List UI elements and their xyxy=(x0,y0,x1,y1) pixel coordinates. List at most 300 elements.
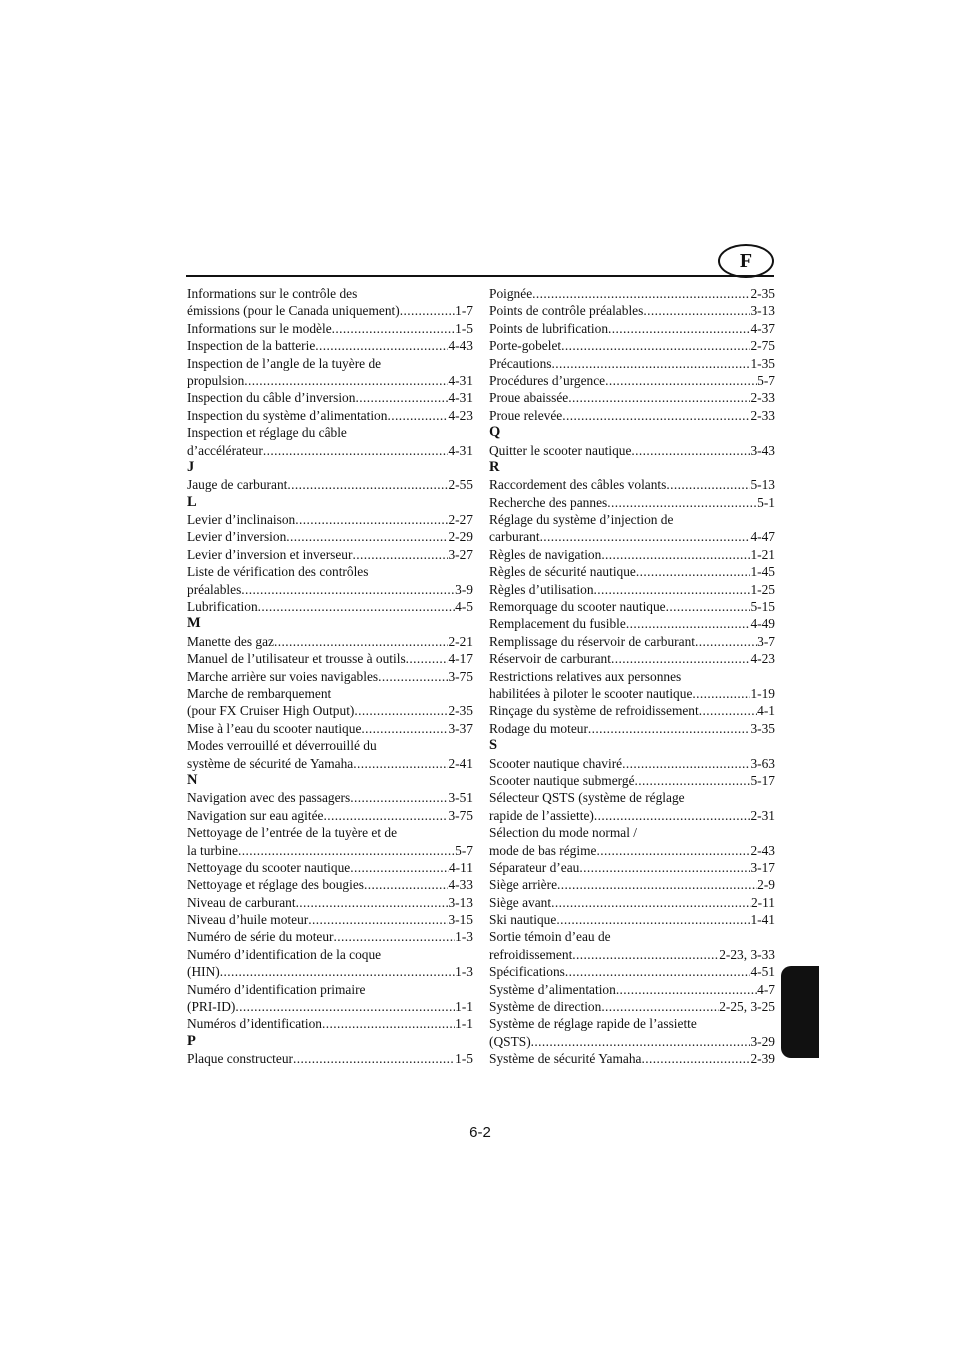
dot-leader xyxy=(332,320,455,337)
index-entry-page: 1-21 xyxy=(750,546,775,562)
index-entry-title: Quitter le scooter nautique xyxy=(489,442,632,458)
dot-leader xyxy=(238,842,455,859)
index-entry-title: (pour FX Cruiser High Output) xyxy=(187,703,355,719)
dot-leader xyxy=(588,720,751,737)
dot-leader xyxy=(626,615,751,632)
index-entry xyxy=(187,476,473,493)
index-entry-title: Niveau d’huile moteur xyxy=(187,912,309,928)
index-entry xyxy=(489,650,775,667)
index-entry-page: 3-37 xyxy=(448,720,473,736)
index-entry xyxy=(489,1015,775,1032)
index-entry-page: 5-1 xyxy=(757,494,775,510)
index-entry xyxy=(489,702,775,719)
index-entry-title: Informations sur le contrôle des xyxy=(187,286,358,301)
index-entry-page: 4-7 xyxy=(757,981,775,997)
dot-leader xyxy=(641,1050,750,1067)
index-entry-title: préalables xyxy=(187,581,242,597)
dot-leader xyxy=(378,668,448,685)
index-entry xyxy=(187,998,473,1015)
index-entry-title: refroidissement xyxy=(489,946,573,962)
index-entry-page: 4-5 xyxy=(455,599,473,615)
dot-leader xyxy=(608,320,750,337)
index-entry-title: Inspection de la batterie xyxy=(187,338,316,354)
index-entry-page: 2-33 xyxy=(750,407,775,423)
index-entry-page: 2-33 xyxy=(750,390,775,406)
index-entry-title: Système d’alimentation xyxy=(489,981,616,997)
index-entry-page: 1-5 xyxy=(455,320,473,336)
index-entry xyxy=(187,598,473,615)
dot-leader xyxy=(220,963,455,980)
dot-leader xyxy=(263,442,449,459)
index-entry xyxy=(187,528,473,545)
index-entry-title: Séparateur d’eau xyxy=(489,859,580,875)
index-entry xyxy=(489,981,775,998)
index-entry-page: 4-31 xyxy=(448,390,473,406)
dot-leader xyxy=(695,633,757,650)
index-entry-page: 3-13 xyxy=(448,894,473,910)
index-entry xyxy=(489,581,775,598)
index-entry xyxy=(187,911,473,928)
dot-leader xyxy=(556,911,750,928)
index-letter-heading: P xyxy=(187,1032,196,1049)
index-entry-page: 3-75 xyxy=(448,668,473,684)
index-entry xyxy=(489,911,775,928)
index-entry-page: 2-23, 3-33 xyxy=(719,946,775,962)
index-entry xyxy=(187,546,473,563)
index-entry xyxy=(489,928,775,945)
index-entry-page: 1-7 xyxy=(455,303,473,319)
index-entry-page: 4-23 xyxy=(448,407,473,423)
index-entry-title: Règles de navigation xyxy=(489,546,602,562)
index-entry xyxy=(187,928,473,945)
index-entry-page: 3-13 xyxy=(750,303,775,319)
index-entry-title: Proue relevée xyxy=(489,407,563,423)
dot-leader xyxy=(353,755,448,772)
index-entry xyxy=(187,876,473,893)
index-entry-page: 1-5 xyxy=(455,1051,473,1067)
index-entry xyxy=(187,824,473,841)
index-entry-page: 3-51 xyxy=(448,790,473,806)
index-entry-title: Sélection du mode normal / xyxy=(489,825,638,841)
index-entry-page: 4-1 xyxy=(757,703,775,719)
dot-leader xyxy=(557,876,757,893)
index-entry-title: Scooter nautique chaviré xyxy=(489,755,623,771)
index-entry-title: Points de lubrification xyxy=(489,320,609,336)
dot-leader xyxy=(561,337,750,354)
index-entry xyxy=(489,372,775,389)
index-entry xyxy=(187,720,473,737)
dot-leader xyxy=(387,407,448,424)
index-entry-page: 1-1 xyxy=(455,1016,473,1032)
index-entry-title: d’accélérateur xyxy=(187,442,263,458)
index-entry xyxy=(489,998,775,1015)
index-entry xyxy=(489,302,775,319)
index-entry-title: Navigation sur eau agitée xyxy=(187,807,324,823)
index-entry-page: 2-41 xyxy=(448,755,473,771)
dot-leader xyxy=(666,476,750,493)
index-entry-page: 4-31 xyxy=(448,372,473,388)
index-entry-title: propulsion xyxy=(187,372,245,388)
dot-leader xyxy=(308,911,448,928)
index-entry xyxy=(489,842,775,859)
index-entry-page: 2-39 xyxy=(750,1051,775,1067)
index-entry xyxy=(489,615,775,632)
index-entry xyxy=(187,442,473,459)
index-entry-title: Scooter nautique submergé xyxy=(489,772,635,788)
index-entry-page: 5-7 xyxy=(455,842,473,858)
language-label: F xyxy=(739,249,753,272)
index-entry xyxy=(187,407,473,424)
index-entry-page: 1-19 xyxy=(750,685,775,701)
index-entry-title: (PRI-ID) xyxy=(187,999,236,1015)
dot-leader xyxy=(692,685,750,702)
dot-leader xyxy=(579,859,750,876)
index-entry-title: Manuel de l’utilisateur et trousse à outils xyxy=(187,651,406,667)
dot-leader xyxy=(241,581,455,598)
index-entry-page: 2-55 xyxy=(448,477,473,493)
dot-leader xyxy=(568,389,750,406)
dot-leader xyxy=(350,859,449,876)
dot-leader xyxy=(601,546,750,563)
index-entry-page: 2-27 xyxy=(448,512,473,528)
dot-leader xyxy=(636,563,751,580)
index-entry-title: Procédures d’urgence xyxy=(489,372,606,388)
index-entry xyxy=(187,320,473,337)
dot-leader xyxy=(400,302,455,319)
index-column-right xyxy=(489,285,775,1068)
dot-leader xyxy=(572,946,719,963)
index-entry-page: 3-27 xyxy=(448,546,473,562)
index-entry-title: Marche arrière sur voies navigables xyxy=(187,668,379,684)
index-entry-page: 1-1 xyxy=(455,999,473,1015)
index-entry xyxy=(187,842,473,859)
dot-leader xyxy=(295,511,448,528)
index-entry xyxy=(489,772,775,789)
page-number: 6-2 xyxy=(469,1124,491,1141)
index-entry-title: Règles d’utilisation xyxy=(489,581,594,597)
dot-leader xyxy=(352,546,448,563)
index-entry-title: Poignée xyxy=(489,286,533,301)
index-entry-page: 1-25 xyxy=(750,581,775,597)
index-entry xyxy=(489,337,775,354)
index-letter-heading: J xyxy=(187,458,195,475)
index-entry-title: Réglage du système d’injection de xyxy=(489,512,674,528)
index-entry xyxy=(187,337,473,354)
index-entry xyxy=(187,737,473,754)
index-entry-title: système de sécurité de Yamaha xyxy=(187,755,354,771)
index-entry-title: habilitées à piloter le scooter nautique xyxy=(489,685,693,701)
dot-leader xyxy=(258,598,455,615)
index-entry-title: Plaque constructeur xyxy=(187,1051,293,1067)
index-entry xyxy=(187,807,473,824)
index-entry xyxy=(187,755,473,772)
index-entry-title: la turbine xyxy=(187,842,238,858)
index-entry xyxy=(187,963,473,980)
index-entry xyxy=(187,581,473,598)
index-entry-page: 5-17 xyxy=(750,772,775,788)
index-entry-page: 3-75 xyxy=(448,807,473,823)
index-entry xyxy=(187,389,473,406)
index-entry xyxy=(187,650,473,667)
index-entry-title: Lubrification xyxy=(187,599,258,615)
index-entry xyxy=(187,859,473,876)
dot-leader xyxy=(274,633,448,650)
index-entry-page: 5-15 xyxy=(750,599,775,615)
index-entry-title: Numéros d’identification xyxy=(187,1016,322,1032)
index-entry-title: Système de réglage rapide de l’assiette xyxy=(489,1016,697,1032)
index-entry-page: 2-21 xyxy=(448,633,473,649)
index-entry xyxy=(187,981,473,998)
index-entry-title: Jauge de carburant xyxy=(187,477,288,493)
index-entry xyxy=(187,372,473,389)
index-entry-page: 5-7 xyxy=(757,372,775,388)
index-entry-title: émissions (pour le Canada uniquement) xyxy=(187,303,400,319)
dot-leader xyxy=(361,720,448,737)
index-entry-page: 2-35 xyxy=(448,703,473,719)
dot-leader xyxy=(565,963,751,980)
index-entry-title: Siège arrière xyxy=(489,877,558,893)
language-badge xyxy=(718,244,774,278)
dot-leader xyxy=(244,372,448,389)
index-letter-heading: R xyxy=(489,458,500,475)
index-entry xyxy=(489,1050,775,1067)
index-letter-heading: M xyxy=(187,615,201,632)
index-entry xyxy=(489,633,775,650)
dot-leader xyxy=(406,650,449,667)
dot-leader xyxy=(699,702,757,719)
dot-leader xyxy=(605,372,757,389)
index-entry-title: Nettoyage et réglage des bougies xyxy=(187,877,364,893)
index-entry-title: Inspection et réglage du câble xyxy=(187,425,347,441)
index-entry-title: Numéro de série du moteur xyxy=(187,929,334,945)
index-entry-page: 3-17 xyxy=(750,859,775,875)
index-entry-page: 1-45 xyxy=(750,564,775,580)
index-entry-title: Rinçage du système de refroidissement xyxy=(489,703,699,719)
index-entry-title: Niveau de carburant xyxy=(187,894,296,910)
index-entry-title: rapide de l’assiette) xyxy=(489,807,594,823)
dot-leader xyxy=(607,494,757,511)
index-entry xyxy=(187,789,473,806)
index-entry xyxy=(187,1050,473,1067)
index-entry-page: 3-29 xyxy=(750,1033,775,1049)
index-entry xyxy=(187,946,473,963)
index-entry xyxy=(489,528,775,545)
index-entry-title: Navigation avec des passagers xyxy=(187,790,351,806)
index-entry-title: Levier d’inversion xyxy=(187,529,287,545)
header-rule xyxy=(186,275,774,277)
index-entry-title: Modes verrouillé et déverrouillé du xyxy=(187,738,377,754)
index-entry-title: Recherche des pannes xyxy=(489,494,608,510)
index-entry-title: Nettoyage de l’entrée de la tuyère et de xyxy=(187,825,398,841)
index-entry xyxy=(489,355,775,372)
index-entry-title: mode de bas régime xyxy=(489,842,597,858)
dot-leader xyxy=(611,650,751,667)
index-entry-page: 3-35 xyxy=(750,720,775,736)
index-letter-heading: Q xyxy=(489,424,501,441)
index-entry-title: Numéro d’identification primaire xyxy=(187,981,366,997)
index-entry xyxy=(489,876,775,893)
index-entry-title: Système de sécurité Yamaha xyxy=(489,1051,642,1067)
index-entry-page: 1-3 xyxy=(455,964,473,980)
index-entry-title: Manette des gaz xyxy=(187,633,274,649)
index-entry xyxy=(489,668,775,685)
index-entry-title: Précautions xyxy=(489,355,552,371)
index-entry xyxy=(489,407,775,424)
index-letter-heading: N xyxy=(187,771,198,788)
dot-leader xyxy=(622,755,750,772)
index-entry-title: Ski nautique xyxy=(489,912,557,928)
index-entry-page: 2-75 xyxy=(750,338,775,354)
index-entry-page: 2-9 xyxy=(757,877,775,893)
dot-leader xyxy=(355,389,448,406)
index-entry-title: Réservoir de carburant xyxy=(489,651,611,667)
index-entry-page: 2-11 xyxy=(750,894,775,910)
index-entry xyxy=(187,685,473,702)
index-entry xyxy=(489,389,775,406)
index-letter-heading: L xyxy=(187,493,197,510)
index-entry xyxy=(187,668,473,685)
dot-leader xyxy=(594,807,751,824)
index-letter-heading: S xyxy=(489,737,498,754)
index-entry xyxy=(489,511,775,528)
dot-leader xyxy=(540,528,751,545)
index-entry-page: 4-11 xyxy=(448,859,473,875)
index-entry xyxy=(187,511,473,528)
index-entry xyxy=(489,546,775,563)
dot-leader xyxy=(293,1050,455,1067)
index-entry xyxy=(489,285,775,302)
index-entry xyxy=(489,755,775,772)
index-entry xyxy=(187,894,473,911)
index-entry-title: Sélecteur QSTS (système de réglage xyxy=(489,790,685,806)
index-entry-page: 5-13 xyxy=(750,477,775,493)
index-entry-title: Remorquage du scooter nautique xyxy=(489,599,666,615)
dot-leader xyxy=(323,807,448,824)
index-entry-title: Rodage du moteur xyxy=(489,720,588,736)
index-entry xyxy=(489,807,775,824)
index-entry-page: 2-31 xyxy=(750,807,775,823)
index-entry xyxy=(187,633,473,650)
index-entry-title: Levier d’inclinaison xyxy=(187,512,296,528)
dot-leader xyxy=(643,302,750,319)
index-entry xyxy=(489,442,775,459)
index-entry xyxy=(489,720,775,737)
index-entry-title: (HIN) xyxy=(187,964,220,980)
index-entry-page: 4-23 xyxy=(750,651,775,667)
index-entry-page: 2-35 xyxy=(750,286,775,301)
index-entry xyxy=(489,946,775,963)
dot-leader xyxy=(551,894,751,911)
index-entry-title: Remplissage du réservoir de carburant xyxy=(489,633,695,649)
index-entry-page: 1-41 xyxy=(750,912,775,928)
index-entry-title: Levier d’inversion et inverseur xyxy=(187,546,353,562)
index-entry-title: Spécifications xyxy=(489,964,565,980)
index-entry-page: 1-3 xyxy=(455,929,473,945)
index-entry xyxy=(489,894,775,911)
index-entry-page: 4-43 xyxy=(448,338,473,354)
index-entry-title: Proue abaissée xyxy=(489,390,569,406)
index-column-left xyxy=(187,285,473,1068)
index-entry-title: Remplacement du fusible xyxy=(489,616,626,632)
index-entry xyxy=(187,355,473,372)
index-entry xyxy=(187,1015,473,1032)
index-entry-page: 4-47 xyxy=(750,529,775,545)
index-entry-title: (QSTS) xyxy=(489,1033,531,1049)
index-entry xyxy=(489,476,775,493)
index-entry-title: Inspection de l’angle de la tuyère de xyxy=(187,355,382,371)
index-entry-title: Restrictions relatives aux personnes xyxy=(489,668,682,684)
index-entry-page: 2-25, 3-25 xyxy=(719,999,775,1015)
index-entry-page: 3-15 xyxy=(448,912,473,928)
index-entry-page: 3-7 xyxy=(757,633,775,649)
dot-leader xyxy=(616,981,757,998)
index-entry-page: 3-63 xyxy=(750,755,775,771)
dot-leader xyxy=(551,355,750,372)
index-entry-page: 4-49 xyxy=(750,616,775,632)
dot-leader xyxy=(596,842,750,859)
dot-leader xyxy=(354,702,448,719)
index-entry-title: Porte-gobelet xyxy=(489,338,562,354)
index-entry-page: 1-35 xyxy=(750,355,775,371)
index-entry-page: 3-43 xyxy=(750,442,775,458)
dot-leader xyxy=(235,998,455,1015)
index-entry xyxy=(187,563,473,580)
index-entry-title: Points de contrôle préalables xyxy=(489,303,644,319)
dot-leader xyxy=(315,337,448,354)
index-entry-page: 4-37 xyxy=(750,320,775,336)
index-entry-title: Règles de sécurité nautique xyxy=(489,564,636,580)
dot-leader xyxy=(562,407,750,424)
index-entry-title: Sortie témoin d’eau de xyxy=(489,929,611,945)
index-entry xyxy=(489,494,775,511)
index-entry-title: Marche de rembarquement xyxy=(187,685,332,701)
dot-leader xyxy=(334,928,456,945)
section-tab xyxy=(781,966,819,1058)
dot-leader xyxy=(601,998,719,1015)
index-entry-title: Informations sur le modèle xyxy=(187,320,332,336)
index-entry xyxy=(489,789,775,806)
index-entry xyxy=(489,320,775,337)
index-entry xyxy=(187,302,473,319)
dot-leader xyxy=(296,894,449,911)
dot-leader xyxy=(631,442,750,459)
dot-leader xyxy=(286,528,448,545)
index-entry-page: 4-51 xyxy=(750,964,775,980)
dot-leader xyxy=(287,476,448,493)
index-entry xyxy=(489,824,775,841)
dot-leader xyxy=(635,772,751,789)
dot-leader xyxy=(666,598,751,615)
index-entry-page: 2-29 xyxy=(448,529,473,545)
dot-leader xyxy=(364,876,448,893)
index-entry-page: 4-33 xyxy=(448,877,473,893)
index-entry-page: 3-9 xyxy=(455,581,473,597)
index-entry xyxy=(187,285,473,302)
index-entry-title: Système de direction xyxy=(489,999,602,1015)
index-entry-page: 4-31 xyxy=(448,442,473,458)
index-entry-title: Numéro d’identification de la coque xyxy=(187,946,382,962)
index-entry xyxy=(489,685,775,702)
dot-leader xyxy=(322,1015,455,1032)
index-entry xyxy=(187,702,473,719)
index-entry-title: Inspection du système d’alimentation xyxy=(187,407,388,423)
index-entry-title: carburant xyxy=(489,529,540,545)
index-entry-title: Nettoyage du scooter nautique xyxy=(187,859,351,875)
index-entry-page: 2-43 xyxy=(750,842,775,858)
index-entry xyxy=(489,598,775,615)
index-entry-title: Inspection du câble d’inversion xyxy=(187,390,356,406)
index-entry xyxy=(489,963,775,980)
